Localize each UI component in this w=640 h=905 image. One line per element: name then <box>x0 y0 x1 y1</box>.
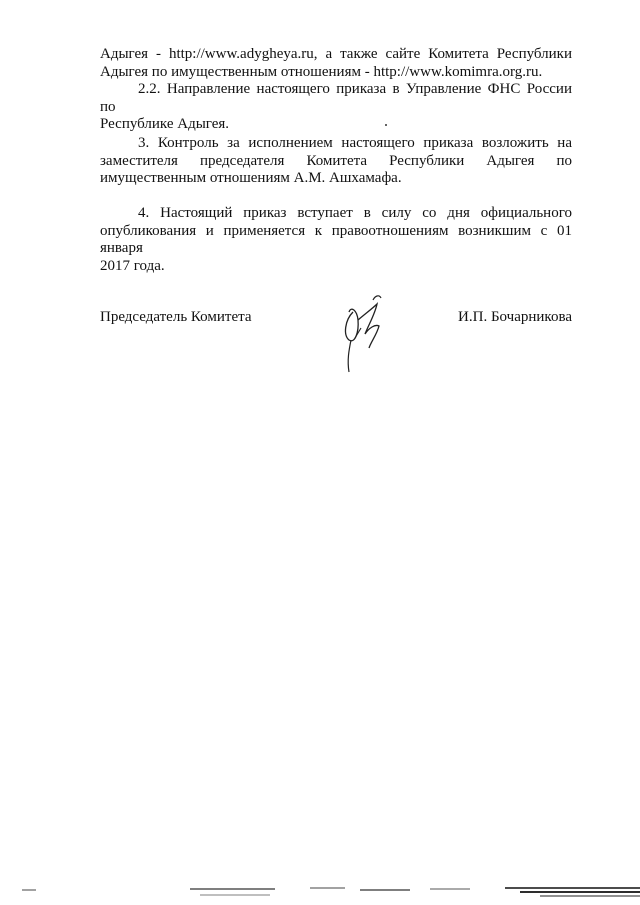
signature-block <box>100 300 572 380</box>
paragraph-publication <box>100 46 572 81</box>
paragraph-fns <box>100 81 572 134</box>
paragraph-line: Адыгея по имущественным отношениям - http://www.komimra.org.ru. <box>100 63 543 80</box>
position-title: Председатель Комитета <box>100 309 252 325</box>
paragraph-line: имущественным отношениям А.М. Ашхамафа. <box>100 170 402 186</box>
paragraph-line: 4. Настоящий приказ вступает в силу со дня официального <box>138 205 572 221</box>
paragraph-effective-date <box>100 205 572 275</box>
paragraph-line: Республике Адыгея. <box>100 116 230 132</box>
paragraph-line: 2.2. Направление настоящего приказа в Управление ФНС России по <box>100 81 572 115</box>
paragraph-line: 3. Контроль за исполнением настоящего приказа возложить на <box>138 135 572 151</box>
paragraph-line: заместителя председателя Комитета Республики Адыгея по <box>100 152 572 169</box>
paragraph-line: Адыгея - http://www.adygheya.ru, а также сайте Комитета Республики <box>100 46 572 62</box>
signer-name: И.П. Бочарникова <box>458 309 572 325</box>
scan-edge-lines <box>0 878 640 905</box>
stray-dot <box>385 124 387 126</box>
paragraph-line: 2017 года. <box>100 257 165 274</box>
handwritten-signature <box>325 290 405 380</box>
paragraph-line: опубликования и применяется к правоотношениям возникшим с 01 января <box>100 222 572 256</box>
paragraph-control <box>100 135 572 188</box>
